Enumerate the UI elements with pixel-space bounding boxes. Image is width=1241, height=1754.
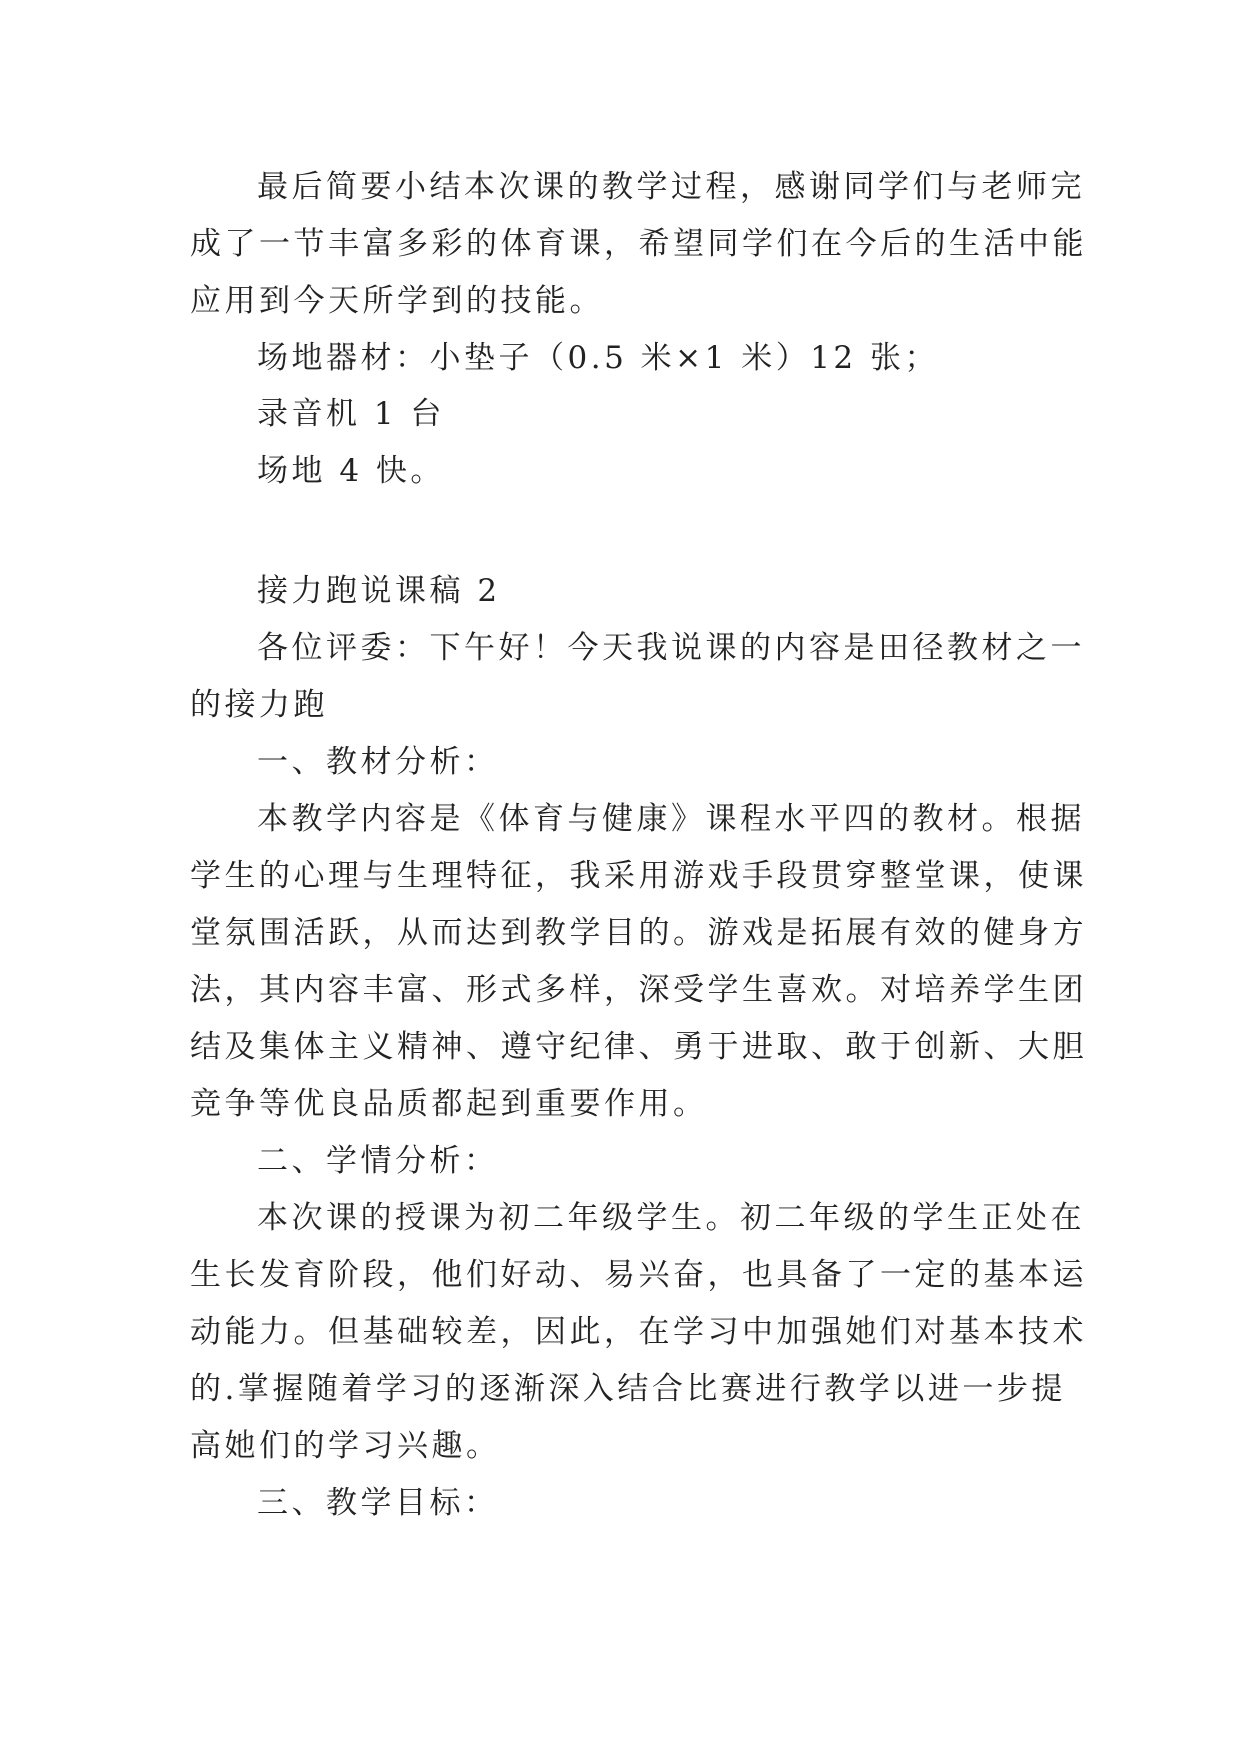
material-analysis-line-4: 法，其内容丰富、形式多样，深受学生喜欢。对培养学生团 bbox=[190, 972, 1087, 1008]
heading-teaching-goals: 三、教学目标： bbox=[257, 1485, 499, 1521]
material-analysis-line-1: 本教学内容是《体育与健康》课程水平四的教材。根据 bbox=[257, 801, 1085, 837]
material-analysis-line-6: 竞争等优良品质都起到重要作用。 bbox=[190, 1086, 708, 1122]
student-analysis-line-2: 生长发育阶段，他们好动、易兴奋，也具备了一定的基本运 bbox=[190, 1257, 1087, 1293]
material-analysis-line-3: 堂氛围活跃，从而达到教学目的。游戏是拓展有效的健身方 bbox=[190, 915, 1087, 951]
student-analysis-line-4: 的.掌握随着学习的逐渐深入结合比赛进行教学以进一步提 bbox=[190, 1371, 1066, 1407]
student-analysis-line-1: 本次课的授课为初二年级学生。初二年级的学生正处在 bbox=[257, 1200, 1085, 1236]
greeting-line-1: 各位评委：下午好！今天我说课的内容是田径教材之一 bbox=[257, 630, 1085, 666]
equipment-recorder-line: 录音机 1 台 bbox=[257, 396, 445, 432]
equipment-line: 场地器材：小垫子（0.5 米×1 米）12 张； bbox=[257, 340, 940, 376]
heading-material-analysis: 一、教材分析： bbox=[257, 744, 499, 780]
paragraph-summary-line-2: 成了一节丰富多彩的体育课，希望同学们在今后的生活中能 bbox=[190, 226, 1087, 262]
section-title: 接力跑说课稿 2 bbox=[257, 573, 501, 609]
greeting-line-2: 的接力跑 bbox=[190, 687, 328, 723]
material-analysis-line-2: 学生的心理与生理特征，我采用游戏手段贯穿整堂课，使课 bbox=[190, 858, 1087, 894]
paragraph-summary-line-1: 最后简要小结本次课的教学过程，感谢同学们与老师完 bbox=[257, 169, 1085, 205]
student-analysis-line-3: 动能力。但基础较差，因此，在学习中加强她们对基本技术 bbox=[190, 1314, 1087, 1350]
material-analysis-line-5: 结及集体主义精神、遵守纪律、勇于进取、敢于创新、大胆 bbox=[190, 1029, 1087, 1065]
student-analysis-line-5: 高她们的学习兴趣。 bbox=[190, 1428, 501, 1464]
equipment-field-line: 场地 4 快。 bbox=[257, 453, 445, 489]
heading-student-analysis: 二、学情分析： bbox=[257, 1143, 499, 1179]
paragraph-summary-line-3: 应用到今天所学到的技能。 bbox=[190, 283, 604, 319]
